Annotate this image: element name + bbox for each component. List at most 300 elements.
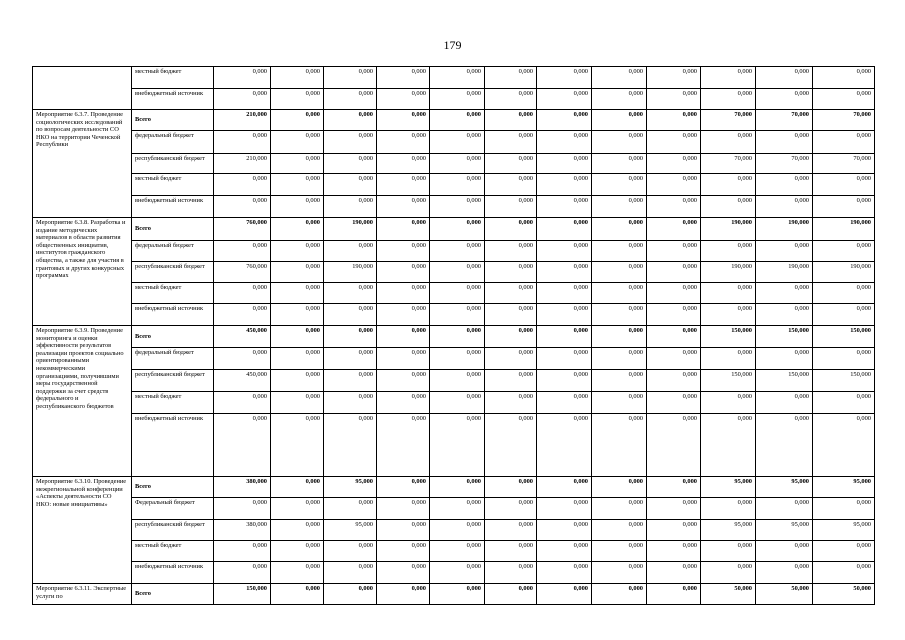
value-cell: 70,000	[756, 154, 813, 174]
value-cell: 0,000	[592, 262, 647, 283]
value-cell: 0,000	[485, 154, 537, 174]
value-cell: 0,000	[592, 326, 647, 348]
value-cell: 150,000	[756, 326, 813, 348]
value-cell: 0,000	[592, 348, 647, 370]
value-cell: 150,000	[701, 370, 756, 392]
activity-cell: Мероприятие 6.3.9. Проведение мониторинга и оценки эффективности результатов реализации проектов социально ориентированными некоммерческими организациями, получившими меры государственной поддержки за счет средств федерального и республиканского бюджетов	[33, 326, 132, 477]
value-cell: 0,000	[537, 584, 592, 605]
activity-cell: Мероприятие 6.3.7. Проведение социологических исследований по вопросам деятельности СО НКО на территории Чеченской Республики	[33, 110, 132, 218]
value-cell: 0,000	[592, 154, 647, 174]
value-cell: 0,000	[271, 520, 324, 541]
funding-source-cell: республиканский бюджет	[132, 154, 214, 174]
value-cell: 0,000	[647, 304, 701, 326]
value-cell: 0,000	[647, 498, 701, 520]
value-cell: 0,000	[271, 541, 324, 562]
funding-source-cell: местный бюджет	[132, 174, 214, 196]
value-cell: 0,000	[756, 392, 813, 414]
value-cell: 0,000	[485, 520, 537, 541]
value-cell: 190,000	[701, 262, 756, 283]
value-cell: 0,000	[485, 370, 537, 392]
funding-source-cell: внебюджетный источник	[132, 562, 214, 584]
value-cell: 0,000	[324, 67, 377, 89]
value-cell: 0,000	[271, 131, 324, 154]
value-cell: 190,000	[324, 218, 377, 241]
value-cell: 190,000	[324, 262, 377, 283]
value-cell: 0,000	[324, 326, 377, 348]
value-cell: 0,000	[647, 283, 701, 304]
table-row	[33, 262, 875, 283]
value-cell: 0,000	[214, 196, 271, 218]
value-cell: 0,000	[430, 477, 485, 498]
value-cell: 0,000	[377, 67, 430, 89]
activity-cell: Мероприятие 6.3.10. Проведение межрегиональной конференции «Аспекты деятельности СО НКО: новые инициативы»	[33, 477, 132, 584]
value-cell: 0,000	[592, 477, 647, 498]
funding-source-cell: федеральный бюджет	[132, 348, 214, 370]
value-cell: 95,000	[756, 520, 813, 541]
budget-table	[32, 66, 875, 605]
table-row	[33, 174, 875, 196]
funding-source-cell: федеральный бюджет	[132, 241, 214, 262]
table-row	[33, 304, 875, 326]
value-cell: 0,000	[537, 131, 592, 154]
value-cell: 0,000	[537, 498, 592, 520]
funding-source-cell: местный бюджет	[132, 392, 214, 414]
value-cell: 0,000	[214, 131, 271, 154]
value-cell: 0,000	[324, 392, 377, 414]
value-cell: 0,000	[430, 370, 485, 392]
table-row	[33, 326, 875, 348]
value-cell: 0,000	[485, 241, 537, 262]
value-cell: 0,000	[430, 174, 485, 196]
value-cell: 0,000	[701, 562, 756, 584]
value-cell: 0,000	[592, 218, 647, 241]
value-cell: 0,000	[377, 110, 430, 131]
value-cell: 0,000	[647, 196, 701, 218]
funding-source-cell: местный бюджет	[132, 67, 214, 89]
value-cell: 0,000	[324, 414, 377, 477]
value-cell: 0,000	[377, 348, 430, 370]
funding-source-cell: республиканский бюджет	[132, 262, 214, 283]
value-cell: 0,000	[756, 131, 813, 154]
value-cell: 0,000	[537, 562, 592, 584]
table-row	[33, 392, 875, 414]
value-cell: 0,000	[756, 562, 813, 584]
value-cell: 0,000	[430, 262, 485, 283]
value-cell: 0,000	[377, 562, 430, 584]
value-cell: 0,000	[271, 218, 324, 241]
value-cell: 0,000	[701, 89, 756, 110]
value-cell: 70,000	[701, 110, 756, 131]
value-cell: 210,000	[214, 110, 271, 131]
value-cell: 0,000	[756, 241, 813, 262]
table-row	[33, 477, 875, 498]
value-cell: 0,000	[485, 174, 537, 196]
value-cell: 0,000	[430, 131, 485, 154]
value-cell: 0,000	[647, 348, 701, 370]
value-cell: 760,000	[214, 262, 271, 283]
value-cell: 0,000	[377, 370, 430, 392]
value-cell: 50,000	[756, 584, 813, 605]
value-cell: 0,000	[324, 498, 377, 520]
value-cell: 0,000	[485, 89, 537, 110]
value-cell: 70,000	[756, 110, 813, 131]
value-cell: 0,000	[647, 370, 701, 392]
value-cell: 70,000	[813, 154, 875, 174]
value-cell: 0,000	[592, 241, 647, 262]
value-cell: 0,000	[647, 562, 701, 584]
value-cell: 0,000	[813, 283, 875, 304]
value-cell: 0,000	[271, 154, 324, 174]
value-cell: 0,000	[214, 498, 271, 520]
value-cell: 0,000	[430, 498, 485, 520]
value-cell: 0,000	[485, 110, 537, 131]
value-cell: 0,000	[485, 477, 537, 498]
value-cell: 0,000	[647, 218, 701, 241]
value-cell: 0,000	[647, 154, 701, 174]
value-cell: 0,000	[813, 541, 875, 562]
table-row	[33, 196, 875, 218]
value-cell: 0,000	[430, 414, 485, 477]
value-cell: 0,000	[271, 370, 324, 392]
value-cell: 0,000	[485, 131, 537, 154]
table-row	[33, 241, 875, 262]
funding-source-cell: местный бюджет	[132, 283, 214, 304]
value-cell: 0,000	[214, 241, 271, 262]
value-cell: 0,000	[537, 89, 592, 110]
value-cell: 0,000	[701, 196, 756, 218]
value-cell: 0,000	[377, 326, 430, 348]
value-cell: 0,000	[592, 562, 647, 584]
value-cell: 0,000	[537, 392, 592, 414]
value-cell: 0,000	[756, 304, 813, 326]
funding-source-cell: Всего	[132, 584, 214, 605]
table-row	[33, 67, 875, 89]
value-cell: 0,000	[592, 283, 647, 304]
value-cell: 0,000	[592, 520, 647, 541]
value-cell: 0,000	[701, 241, 756, 262]
page-number: 179	[443, 38, 462, 52]
value-cell: 0,000	[485, 196, 537, 218]
value-cell: 0,000	[271, 498, 324, 520]
value-cell: 150,000	[813, 326, 875, 348]
table-row	[33, 541, 875, 562]
value-cell: 0,000	[485, 262, 537, 283]
value-cell: 0,000	[377, 520, 430, 541]
value-cell: 0,000	[430, 520, 485, 541]
funding-source-cell: республиканский бюджет	[132, 520, 214, 541]
value-cell: 0,000	[485, 562, 537, 584]
table-row	[33, 89, 875, 110]
value-cell: 190,000	[813, 218, 875, 241]
value-cell: 0,000	[485, 414, 537, 477]
value-cell: 0,000	[756, 283, 813, 304]
value-cell: 0,000	[377, 283, 430, 304]
table-row	[33, 283, 875, 304]
value-cell: 0,000	[813, 304, 875, 326]
value-cell: 0,000	[430, 110, 485, 131]
value-cell: 0,000	[592, 196, 647, 218]
value-cell: 0,000	[430, 89, 485, 110]
value-cell: 0,000	[271, 562, 324, 584]
value-cell: 0,000	[756, 89, 813, 110]
value-cell: 0,000	[813, 498, 875, 520]
value-cell: 0,000	[377, 541, 430, 562]
value-cell: 0,000	[647, 392, 701, 414]
value-cell: 0,000	[377, 154, 430, 174]
value-cell: 0,000	[537, 154, 592, 174]
funding-source-cell: внебюджетный источник	[132, 414, 214, 477]
funding-source-cell: местный бюджет	[132, 541, 214, 562]
value-cell: 0,000	[813, 67, 875, 89]
value-cell: 0,000	[271, 414, 324, 477]
value-cell: 0,000	[701, 392, 756, 414]
value-cell: 0,000	[813, 348, 875, 370]
value-cell: 0,000	[537, 262, 592, 283]
value-cell: 0,000	[701, 414, 756, 477]
value-cell: 0,000	[430, 304, 485, 326]
value-cell: 0,000	[813, 241, 875, 262]
value-cell: 0,000	[214, 89, 271, 110]
value-cell: 760,000	[214, 218, 271, 241]
value-cell: 0,000	[377, 304, 430, 326]
value-cell: 0,000	[537, 477, 592, 498]
activity-cell: Мероприятие 6.3.8. Разработка и издание методических материалов в области развития общественных инициатив, институтов гражданского общества, а также для участия в грантовых и других конкурсных программах	[33, 218, 132, 326]
value-cell: 0,000	[430, 326, 485, 348]
value-cell: 150,000	[756, 370, 813, 392]
value-cell: 95,000	[813, 520, 875, 541]
value-cell: 0,000	[592, 110, 647, 131]
value-cell: 0,000	[271, 283, 324, 304]
value-cell: 0,000	[430, 392, 485, 414]
value-cell: 0,000	[271, 584, 324, 605]
value-cell: 150,000	[214, 584, 271, 605]
value-cell: 0,000	[377, 89, 430, 110]
value-cell: 190,000	[756, 218, 813, 241]
value-cell: 0,000	[537, 67, 592, 89]
value-cell: 0,000	[592, 131, 647, 154]
value-cell: 0,000	[485, 283, 537, 304]
funding-source-cell: федеральный бюджет	[132, 131, 214, 154]
value-cell: 0,000	[485, 498, 537, 520]
value-cell: 0,000	[214, 562, 271, 584]
table-row	[33, 498, 875, 520]
table-row	[33, 348, 875, 370]
value-cell: 0,000	[377, 241, 430, 262]
value-cell: 95,000	[701, 477, 756, 498]
value-cell: 190,000	[701, 218, 756, 241]
value-cell: 0,000	[537, 196, 592, 218]
value-cell: 450,000	[214, 370, 271, 392]
value-cell: 0,000	[756, 348, 813, 370]
value-cell: 0,000	[377, 392, 430, 414]
value-cell: 0,000	[485, 218, 537, 241]
value-cell: 190,000	[813, 262, 875, 283]
table-row	[33, 131, 875, 154]
value-cell: 0,000	[377, 131, 430, 154]
value-cell: 0,000	[271, 392, 324, 414]
funding-source-cell: внебюджетный источник	[132, 196, 214, 218]
value-cell: 0,000	[756, 414, 813, 477]
value-cell: 0,000	[647, 131, 701, 154]
value-cell: 0,000	[324, 541, 377, 562]
activity-cell	[33, 67, 132, 110]
table-row	[33, 520, 875, 541]
value-cell: 0,000	[377, 414, 430, 477]
value-cell: 0,000	[430, 541, 485, 562]
value-cell: 0,000	[592, 89, 647, 110]
value-cell: 0,000	[485, 326, 537, 348]
value-cell: 0,000	[592, 414, 647, 477]
table-row	[33, 154, 875, 174]
value-cell: 0,000	[647, 174, 701, 196]
funding-source-cell: Всего	[132, 477, 214, 498]
value-cell: 0,000	[537, 520, 592, 541]
value-cell: 0,000	[485, 348, 537, 370]
value-cell: 0,000	[271, 174, 324, 196]
value-cell: 0,000	[592, 584, 647, 605]
value-cell: 0,000	[377, 218, 430, 241]
value-cell: 0,000	[592, 392, 647, 414]
value-cell: 0,000	[756, 196, 813, 218]
value-cell: 0,000	[430, 348, 485, 370]
value-cell: 0,000	[271, 348, 324, 370]
value-cell: 0,000	[430, 562, 485, 584]
value-cell: 0,000	[485, 67, 537, 89]
value-cell: 0,000	[756, 174, 813, 196]
value-cell: 0,000	[271, 110, 324, 131]
value-cell: 95,000	[324, 477, 377, 498]
value-cell: 0,000	[537, 283, 592, 304]
value-cell: 0,000	[485, 392, 537, 414]
table-row	[33, 562, 875, 584]
value-cell: 0,000	[214, 67, 271, 89]
value-cell: 0,000	[537, 304, 592, 326]
value-cell: 0,000	[537, 110, 592, 131]
value-cell: 50,000	[701, 584, 756, 605]
activity-cell: Мероприятие 6.3.11. Экспертные услуги по	[33, 584, 132, 605]
value-cell: 0,000	[485, 584, 537, 605]
value-cell: 0,000	[271, 304, 324, 326]
value-cell: 70,000	[701, 154, 756, 174]
value-cell: 0,000	[537, 326, 592, 348]
value-cell: 0,000	[271, 89, 324, 110]
table-row	[33, 584, 875, 605]
funding-source-cell: Всего	[132, 110, 214, 131]
value-cell: 0,000	[324, 304, 377, 326]
value-cell: 0,000	[813, 414, 875, 477]
value-cell: 0,000	[647, 520, 701, 541]
value-cell: 0,000	[430, 218, 485, 241]
value-cell: 0,000	[271, 477, 324, 498]
value-cell: 0,000	[377, 584, 430, 605]
value-cell: 0,000	[701, 304, 756, 326]
value-cell: 0,000	[324, 283, 377, 304]
value-cell: 0,000	[324, 241, 377, 262]
value-cell: 0,000	[756, 67, 813, 89]
funding-source-cell: Всего	[132, 326, 214, 348]
value-cell: 0,000	[701, 283, 756, 304]
value-cell: 0,000	[701, 174, 756, 196]
funding-source-cell: Всего	[132, 218, 214, 241]
value-cell: 0,000	[271, 241, 324, 262]
value-cell: 0,000	[214, 348, 271, 370]
value-cell: 0,000	[592, 174, 647, 196]
table-body	[33, 67, 875, 605]
value-cell: 0,000	[324, 562, 377, 584]
value-cell: 0,000	[324, 174, 377, 196]
value-cell: 0,000	[485, 304, 537, 326]
value-cell: 0,000	[701, 131, 756, 154]
value-cell: 0,000	[430, 283, 485, 304]
value-cell: 210,000	[214, 154, 271, 174]
table-row	[33, 110, 875, 131]
value-cell: 0,000	[324, 110, 377, 131]
value-cell: 0,000	[647, 89, 701, 110]
value-cell: 0,000	[537, 348, 592, 370]
value-cell: 0,000	[430, 241, 485, 262]
value-cell: 0,000	[324, 131, 377, 154]
funding-source-cell: Федеральный бюджет	[132, 498, 214, 520]
value-cell: 0,000	[537, 174, 592, 196]
value-cell: 0,000	[647, 414, 701, 477]
value-cell: 0,000	[592, 67, 647, 89]
value-cell: 0,000	[701, 541, 756, 562]
value-cell: 0,000	[647, 326, 701, 348]
funding-source-cell: внебюджетный источник	[132, 89, 214, 110]
value-cell: 0,000	[271, 196, 324, 218]
value-cell: 0,000	[756, 541, 813, 562]
value-cell: 0,000	[537, 218, 592, 241]
value-cell: 0,000	[430, 154, 485, 174]
value-cell: 0,000	[592, 304, 647, 326]
value-cell: 150,000	[701, 326, 756, 348]
value-cell: 95,000	[701, 520, 756, 541]
value-cell: 0,000	[271, 262, 324, 283]
value-cell: 0,000	[647, 477, 701, 498]
value-cell: 0,000	[324, 196, 377, 218]
value-cell: 0,000	[813, 174, 875, 196]
value-cell: 0,000	[485, 541, 537, 562]
funding-source-cell: внебюджетный источник	[132, 304, 214, 326]
value-cell: 0,000	[324, 584, 377, 605]
value-cell: 0,000	[537, 541, 592, 562]
value-cell: 0,000	[214, 304, 271, 326]
value-cell: 0,000	[813, 392, 875, 414]
value-cell: 95,000	[813, 477, 875, 498]
value-cell: 0,000	[214, 541, 271, 562]
value-cell: 0,000	[324, 89, 377, 110]
value-cell: 0,000	[647, 110, 701, 131]
value-cell: 0,000	[647, 584, 701, 605]
value-cell: 0,000	[377, 262, 430, 283]
value-cell: 0,000	[647, 241, 701, 262]
value-cell: 0,000	[377, 196, 430, 218]
value-cell: 0,000	[537, 370, 592, 392]
value-cell: 0,000	[214, 392, 271, 414]
table-row	[33, 218, 875, 241]
value-cell: 0,000	[813, 131, 875, 154]
value-cell: 0,000	[537, 241, 592, 262]
value-cell: 0,000	[214, 283, 271, 304]
value-cell: 70,000	[813, 110, 875, 131]
value-cell: 0,000	[813, 562, 875, 584]
value-cell: 0,000	[324, 154, 377, 174]
value-cell: 0,000	[377, 174, 430, 196]
value-cell: 150,000	[813, 370, 875, 392]
value-cell: 0,000	[377, 477, 430, 498]
value-cell: 0,000	[430, 584, 485, 605]
value-cell: 380,000	[214, 477, 271, 498]
